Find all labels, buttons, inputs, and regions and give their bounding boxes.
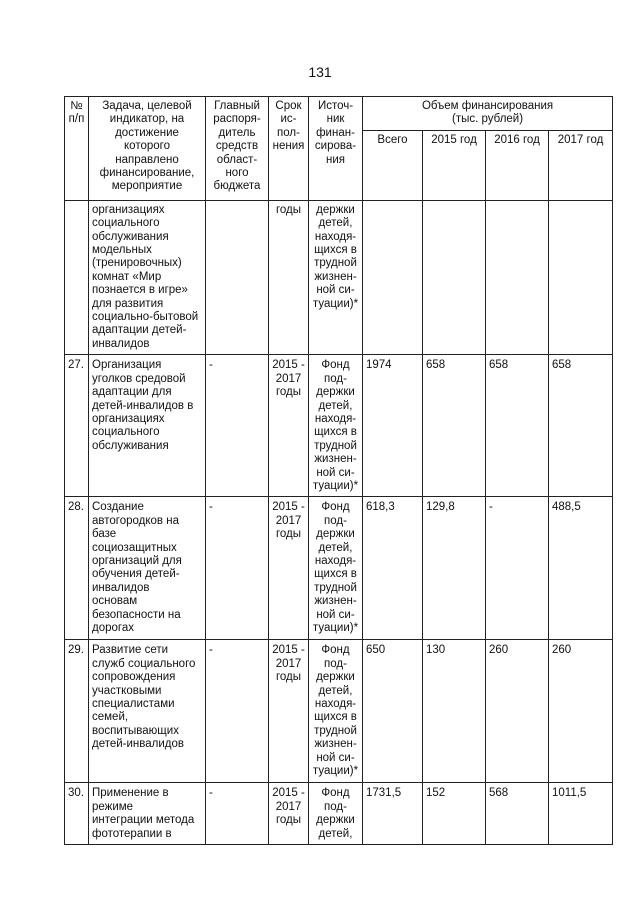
row-task: Развитие сети служб социального сопровождения участковыми специалистами семей, воспитывающих детей-инвалидов — [89, 640, 206, 783]
row-task: организациях социального обслуживания модельных (тренировочных) комнат «Мир познается в игре» для развития социально-бытовой адаптации детей- инвалидов — [89, 200, 206, 354]
row-2015: 658 — [423, 355, 486, 497]
row-source: Фонд под- держки детей, находя- щихся в трудной жизнен- ной си- туации)* — [309, 355, 363, 497]
row-num — [65, 200, 89, 354]
header-total: Всего — [363, 130, 423, 200]
row-manager: - — [206, 497, 269, 640]
row-source: Фонд под- держки детей, находя- щихся в трудной жизнен- ной си- туации)* — [309, 497, 363, 640]
row-2015: 129,8 — [423, 497, 486, 640]
header-manager: Главный распоря- дитель средств област- ного бюджета — [206, 97, 269, 201]
header-term: Срок ис- пол- нения — [269, 97, 309, 201]
row-term: 2015 - 2017 годы — [269, 497, 309, 640]
row-2016: 658 — [486, 355, 549, 497]
row-2015: 152 — [423, 783, 486, 845]
table-row — [65, 355, 613, 497]
row-2017: 658 — [549, 355, 613, 497]
row-term: 2015 - 2017 годы — [269, 355, 309, 497]
table-row — [65, 640, 613, 783]
row-2017: 1011,5 — [549, 783, 613, 845]
row-total: 650 — [363, 640, 423, 783]
row-2016: 260 — [486, 640, 549, 783]
row-num: 29. — [65, 640, 89, 783]
header-task: Задача, целевой индикатор, на достижение которого направлено финансирование, мероприятие — [89, 97, 206, 201]
financing-table — [64, 96, 613, 845]
row-2016 — [486, 200, 549, 354]
row-2016: - — [486, 497, 549, 640]
row-2017: 488,5 — [549, 497, 613, 640]
row-source: держки детей, находя- щихся в трудной жизнен- ной си- туации)* — [309, 200, 363, 354]
row-term: годы — [269, 200, 309, 354]
row-2017: 260 — [549, 640, 613, 783]
row-manager: - — [206, 640, 269, 783]
table-row — [65, 497, 613, 640]
header-num: № п/п — [65, 97, 89, 201]
row-manager: - — [206, 355, 269, 497]
row-num: 28. — [65, 497, 89, 640]
header-2017: 2017 год — [549, 130, 613, 200]
row-term: 2015 - 2017 годы — [269, 783, 309, 845]
row-source: Фонд под- держки детей, — [309, 783, 363, 845]
row-2015: 130 — [423, 640, 486, 783]
row-num: 30. — [65, 783, 89, 845]
row-2017 — [549, 200, 613, 354]
row-total: 1974 — [363, 355, 423, 497]
row-num: 27. — [65, 355, 89, 497]
header-source: Источ- ник финан- сирова- ния — [309, 97, 363, 201]
row-2016: 568 — [486, 783, 549, 845]
row-task: Организация уголков средовой адаптации для детей-инвалидов в организациях социального обслуживания — [89, 355, 206, 497]
page-number: 131 — [308, 64, 332, 80]
row-2015 — [423, 200, 486, 354]
row-term: 2015 - 2017 годы — [269, 640, 309, 783]
row-manager: - — [206, 783, 269, 845]
row-source: Фонд под- держки детей, находя- щихся в трудной жизнен- ной си- туации)* — [309, 640, 363, 783]
row-task: Применение в режиме интеграции метода фототерапии в — [89, 783, 206, 845]
header-funding-group: Объем финансирования (тыс. рублей) — [363, 97, 613, 131]
header-2016: 2016 год — [486, 130, 549, 200]
row-manager — [206, 200, 269, 354]
row-task: Создание автогородков на базе социозащитных организаций для обучения детей- инвалидов основам безопасности на дорогах — [89, 497, 206, 640]
table-row — [65, 200, 613, 354]
table-row — [65, 783, 613, 845]
header-2015: 2015 год — [423, 130, 486, 200]
row-total: 618,3 — [363, 497, 423, 640]
row-total: 1731,5 — [363, 783, 423, 845]
row-total — [363, 200, 423, 354]
